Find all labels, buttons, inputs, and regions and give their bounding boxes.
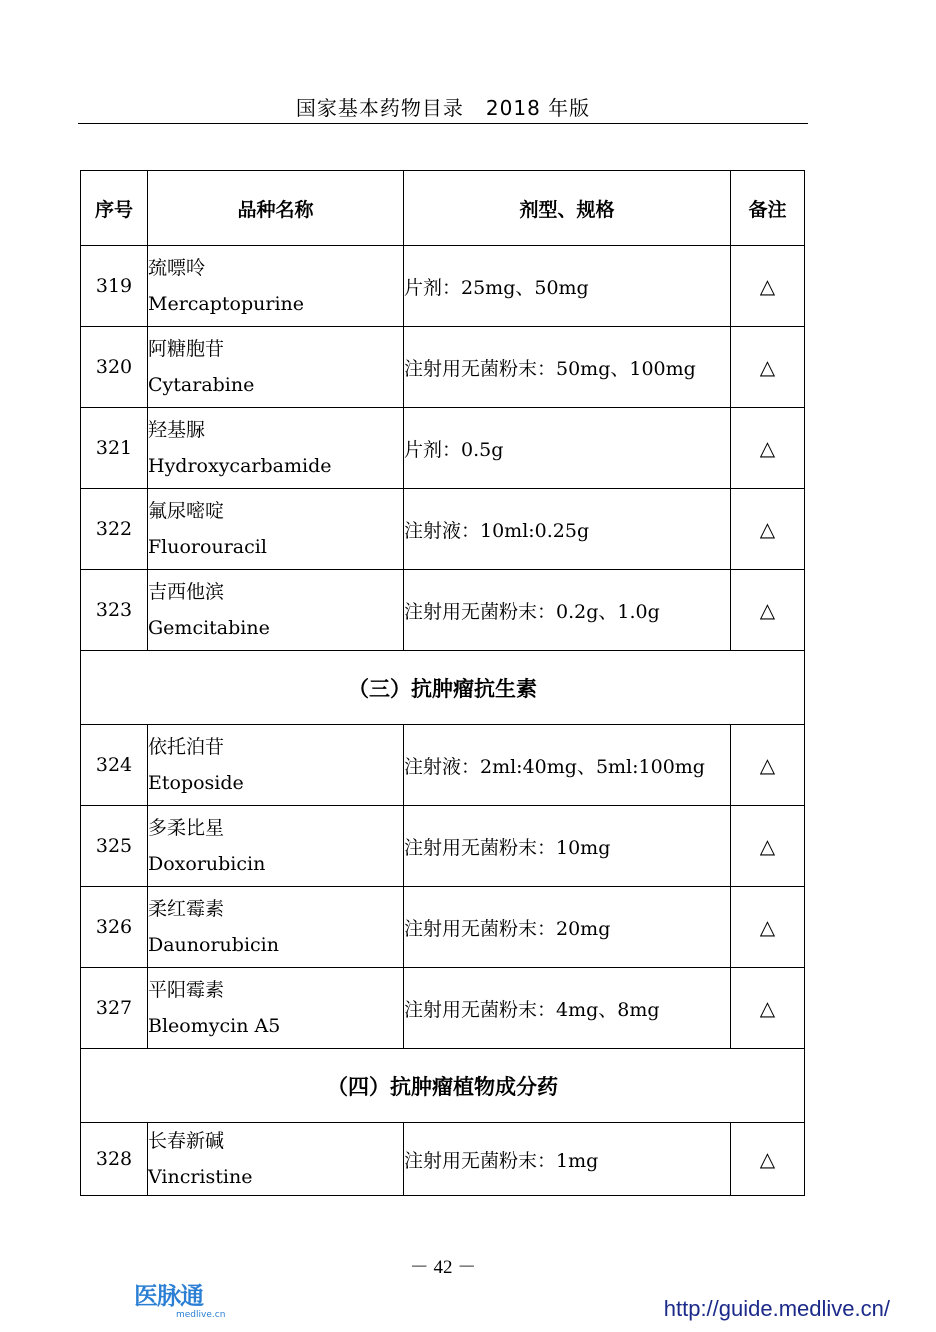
dosage-form: 注射用无菌粉末：4mg、8mg	[404, 968, 731, 1049]
dosage-form: 注射液：10ml:0.25g	[404, 489, 731, 570]
drug-name-en: Daunorubicin	[148, 934, 279, 956]
dosage-form: 注射用无菌粉末：10mg	[404, 806, 731, 887]
triangle-note-icon: △	[731, 246, 805, 327]
triangle-note-icon: △	[731, 408, 805, 489]
drug-name-cell	[148, 725, 404, 806]
drug-name-en: Fluorouracil	[148, 536, 267, 558]
table-header-row	[81, 171, 805, 246]
drug-name-cn: 羟基脲	[148, 419, 206, 441]
drug-name-cell	[148, 806, 404, 887]
row-number: 320	[81, 327, 148, 408]
drug-name-cn: 多柔比星	[148, 817, 225, 839]
drug-name-en: Bleomycin A5	[148, 1015, 281, 1037]
table-row	[81, 327, 805, 408]
header-divider	[78, 123, 808, 124]
drug-name-en: Mercaptopurine	[148, 293, 305, 315]
drug-name-cell	[148, 968, 404, 1049]
drug-name-cn: 依托泊苷	[148, 736, 225, 758]
drug-name-cn: 吉西他滨	[148, 581, 225, 603]
row-number: 324	[81, 725, 148, 806]
footer-url-link[interactable]: http://guide.medlive.cn/	[663, 1296, 890, 1321]
drug-name-cell	[148, 408, 404, 489]
drug-name-en: Vincristine	[148, 1166, 253, 1188]
drug-name-cell	[148, 246, 404, 327]
drug-name-cell	[148, 1123, 404, 1196]
drug-name-cn: 长春新碱	[148, 1130, 225, 1152]
row-number: 321	[81, 408, 148, 489]
table-row	[81, 887, 805, 968]
section-heading: （三）抗肿瘤抗生素	[81, 651, 805, 725]
triangle-note-icon: △	[731, 327, 805, 408]
drug-name-cell	[148, 887, 404, 968]
logo-text: 医脉通	[134, 1282, 203, 1310]
drug-name-cn: 阿糖胞苷	[148, 338, 225, 360]
section-heading-row	[81, 1049, 805, 1123]
drug-name-cn: 巯嘌呤	[148, 257, 206, 279]
drug-name-cn: 柔红霉素	[148, 898, 225, 920]
drug-name-en: Cytarabine	[148, 374, 255, 396]
page-number: － 42 －	[409, 1257, 477, 1278]
drug-table	[80, 170, 805, 1196]
table-row	[81, 408, 805, 489]
logo-subtext: medlive.cn	[176, 1310, 226, 1320]
drug-name-cell	[148, 489, 404, 570]
dosage-form: 注射用无菌粉末：20mg	[404, 887, 731, 968]
row-number: 328	[81, 1123, 148, 1196]
table-row	[81, 968, 805, 1049]
table-row	[81, 246, 805, 327]
row-number: 323	[81, 570, 148, 651]
row-number: 326	[81, 887, 148, 968]
dosage-form: 注射用无菌粉末：50mg、100mg	[404, 327, 731, 408]
section-heading-row	[81, 651, 805, 725]
dosage-form: 注射用无菌粉末：0.2g、1.0g	[404, 570, 731, 651]
table-row	[81, 725, 805, 806]
column-header-form: 剂型、规格	[404, 171, 731, 246]
drug-name-en: Hydroxycarbamide	[148, 455, 332, 477]
medlive-logo	[134, 1282, 244, 1322]
column-header-number: 序号	[81, 171, 148, 246]
drug-name-en: Etoposide	[148, 772, 244, 794]
triangle-note-icon: △	[731, 887, 805, 968]
table-row	[81, 489, 805, 570]
row-number: 322	[81, 489, 148, 570]
triangle-note-icon: △	[731, 725, 805, 806]
column-header-note: 备注	[731, 171, 805, 246]
triangle-note-icon: △	[731, 570, 805, 651]
drug-name-cn: 平阳霉素	[148, 979, 225, 1001]
table-row	[81, 1123, 805, 1196]
drug-name-cn: 氟尿嘧啶	[148, 500, 225, 522]
drug-name-en: Doxorubicin	[148, 853, 266, 875]
row-number: 319	[81, 246, 148, 327]
row-number: 327	[81, 968, 148, 1049]
triangle-note-icon: △	[731, 968, 805, 1049]
column-header-name: 品种名称	[148, 171, 404, 246]
row-number: 325	[81, 806, 148, 887]
section-heading: （四）抗肿瘤植物成分药	[81, 1049, 805, 1123]
dosage-form: 片剂：25mg、50mg	[404, 246, 731, 327]
table-row	[81, 806, 805, 887]
dosage-form: 注射用无菌粉末：1mg	[404, 1123, 731, 1196]
dosage-form: 片剂：0.5g	[404, 408, 731, 489]
triangle-note-icon: △	[731, 489, 805, 570]
triangle-note-icon: △	[731, 1123, 805, 1196]
drug-name-en: Gemcitabine	[148, 617, 270, 639]
table-row	[81, 570, 805, 651]
drug-name-cell	[148, 570, 404, 651]
triangle-note-icon: △	[731, 806, 805, 887]
drug-name-cell	[148, 327, 404, 408]
page-header-title: 国家基本药物目录 2018 年版	[295, 96, 591, 120]
dosage-form: 注射液：2ml:40mg、5ml:100mg	[404, 725, 731, 806]
